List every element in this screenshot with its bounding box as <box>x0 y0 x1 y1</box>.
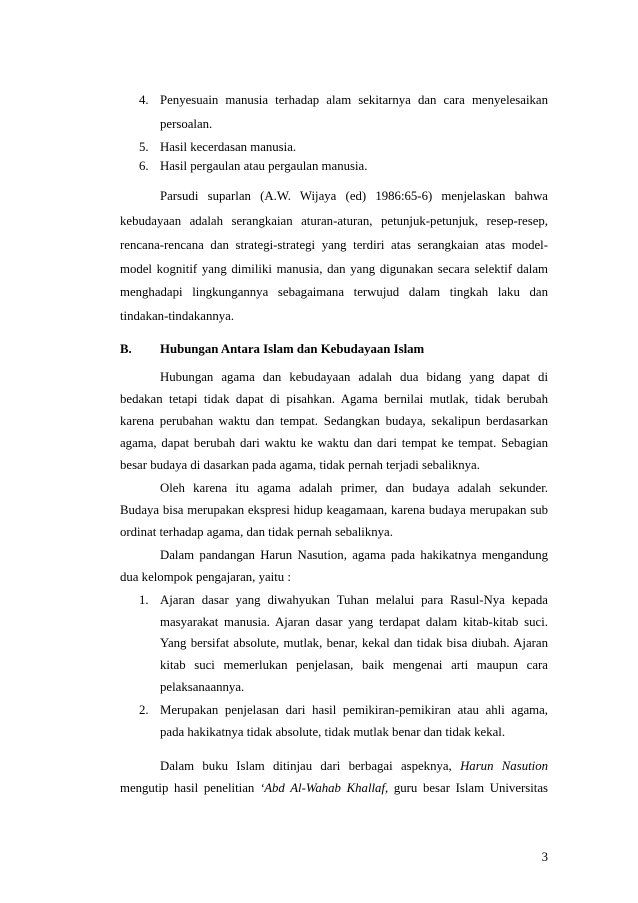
paragraph-line <box>160 758 548 774</box>
paragraph-line: menghadapi lingkungannya sebagaimana terwujud dalam tingkah laku dan <box>120 285 548 299</box>
list-item-line: persoalan. <box>160 117 213 131</box>
list-item-line: Yang bersifat absolute, mutlak, benar, kekal dan tidak bisa diubah. Ajaran <box>160 636 548 650</box>
list-item-line: pada hakikatnya tidak absolute, tidak mutlak benar dan tidak kekal. <box>160 725 506 739</box>
line-text: Dalam buku Islam ditinjau dari berbagai aspeknya, <box>160 759 461 773</box>
list-item-line: Penyesuain manusia terhadap alam sekitarnya dan cara menyelesaikan <box>160 93 548 107</box>
paragraph-line: Dalam pandangan Harun Nasution, agama pada hakikatnya mengandung <box>160 548 548 562</box>
paragraph-line: besar budaya di dasarkan pada agama, tidak pernah terjadi sebaliknya. <box>120 458 480 472</box>
paragraph-line: model kognitif yang dimiliki manusia, dan yang digunakan secara selektif dalam <box>120 262 548 276</box>
line-text: , guru besar Islam Universitas <box>385 781 549 795</box>
author-name: ‘Abd Al-Wahab Khallaf <box>259 781 386 795</box>
list-item-marker: 6. <box>139 159 149 173</box>
paragraph-line: rencana-rencana dan strategi-strategi yang terdiri atas serangkaian atas model- <box>120 238 548 252</box>
paragraph-line: Oleh karena itu agama adalah primer, dan budaya adalah sekunder. <box>160 481 548 495</box>
list-item-line: Merupakan penjelasan dari hasil pemikiran-pemikiran atau ahli agama, <box>160 703 548 717</box>
list-item-marker: 5. <box>139 140 149 154</box>
list-item-marker: 1. <box>139 593 149 607</box>
section-heading-title: Hubungan Antara Islam dan Kebudayaan Islam <box>160 342 425 356</box>
paragraph-line: karena perubahan waktu dan tempat. Sedangkan budaya, sekalipun berdasarkan <box>120 414 548 428</box>
list-item-line: pelaksanaannya. <box>160 680 245 694</box>
author-name: Harun Nasution <box>460 759 548 773</box>
paragraph-line: Parsudi suparlan (A.W. Wijaya (ed) 1986:65-6) menjelaskan bahwa <box>160 189 548 203</box>
list-item-line: kitab suci memerlukan penjelasan, baik mengenai arti maupun cara <box>160 658 548 672</box>
paragraph-line: Budaya bisa merupakan ekspresi hidup keagamaan, karena budaya merupakan sub <box>120 503 548 517</box>
list-item-line: Ajaran dasar yang diwahyukan Tuhan melalui para Rasul-Nya kepada <box>160 593 548 607</box>
paragraph-line: Hubungan agama dan kebudayaan adalah dua bidang yang dapat di <box>160 370 548 384</box>
page-number: 3 <box>541 850 548 864</box>
paragraph-line <box>120 780 548 796</box>
section-heading-number: B. <box>120 342 132 356</box>
paragraph-line: bedakan tetapi tidak dapat di pisahkan. Agama bernilai mutlak, tidak berubah <box>120 392 548 406</box>
paragraph-line: dua kelompok pengajaran, yaitu : <box>120 570 291 584</box>
paragraph-line: kebudayaan adalah serangkaian aturan-aturan, petunjuk-petunjuk, resep-resep, <box>120 214 548 228</box>
paragraph-line: ordinat terhadap agama, dan tidak pernah sebaliknya. <box>120 525 393 539</box>
list-item-line: masyarakat manusia. Ajaran dasar yang terdapat dalam kitab-kitab suci. <box>160 615 548 629</box>
paragraph-line: tindakan-tindakannya. <box>120 309 235 323</box>
list-item-marker: 2. <box>139 703 149 717</box>
paragraph-line: agama, dapat berubah dari waktu ke waktu dan dari tempat ke tempat. Sebagian <box>120 436 548 450</box>
line-text: mengutip hasil penelitian <box>120 781 260 795</box>
list-item-marker: 4. <box>139 93 149 107</box>
list-item-line: Hasil pergaulan atau pergaulan manusia. <box>160 159 368 173</box>
list-item-line: Hasil kecerdasan manusia. <box>160 140 297 154</box>
